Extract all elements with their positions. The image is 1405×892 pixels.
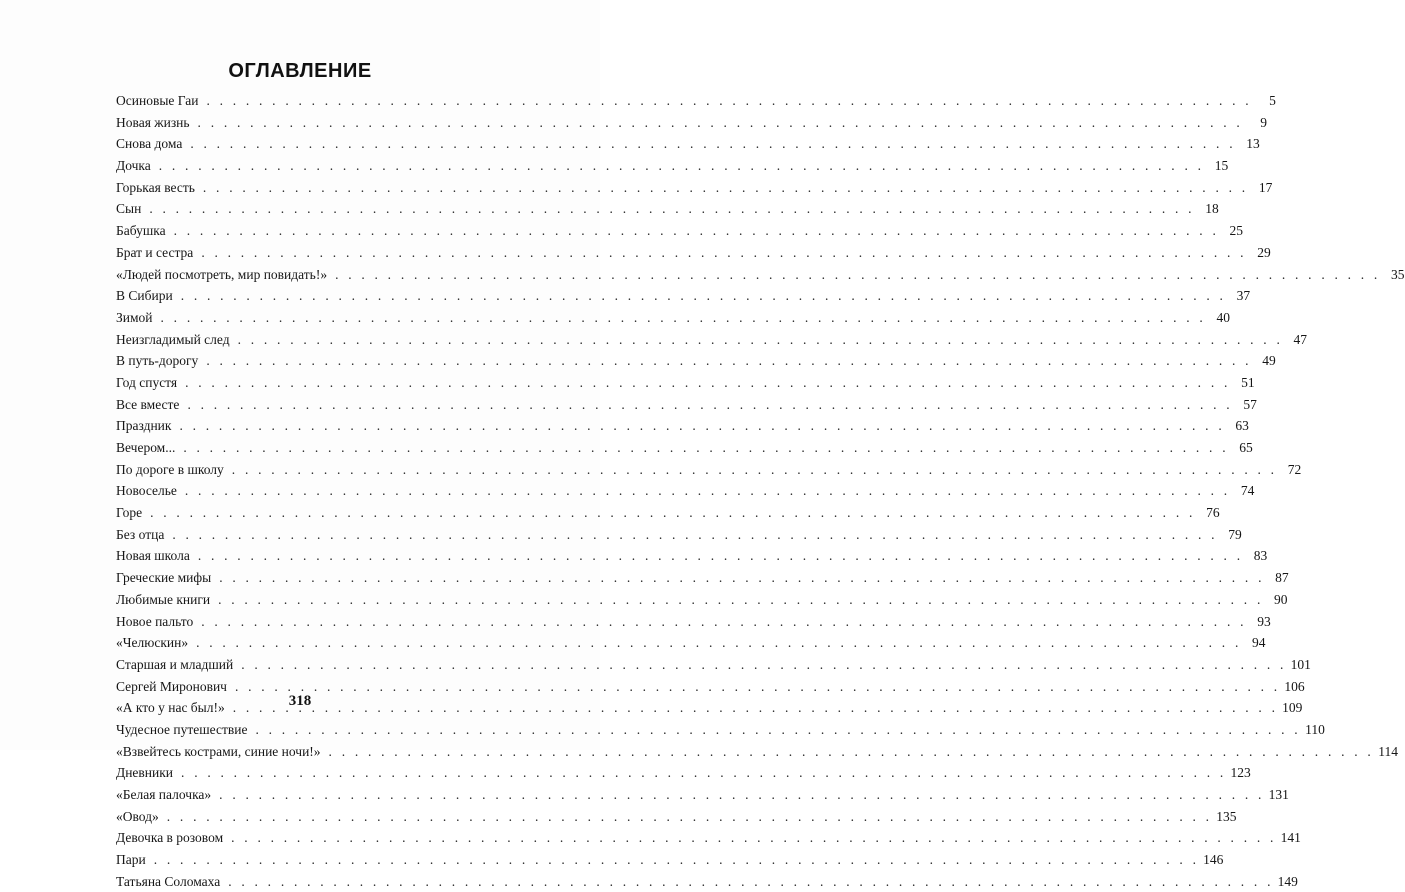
toc-entry xyxy=(116,329,1308,351)
dot-leader xyxy=(219,567,1264,589)
toc-entry xyxy=(116,264,1405,286)
toc-entry-title: По дороге в школу xyxy=(116,461,224,477)
toc-entry-title: Осиновые Гаи xyxy=(116,93,199,108)
toc-entry xyxy=(116,437,1253,459)
toc-entry-page: 131 xyxy=(1268,787,1289,802)
toc-entry-page: 123 xyxy=(1230,765,1251,781)
dot-leader xyxy=(329,741,1374,763)
toc-entry-title: Дочка xyxy=(116,158,151,174)
toc-entry-page: 29 xyxy=(1257,244,1271,260)
dot-leader xyxy=(185,372,1230,394)
toc-entry-page: 63 xyxy=(1235,418,1249,434)
toc-entry-title: Год спустя xyxy=(116,374,178,390)
toc-entry xyxy=(116,784,1289,806)
dot-leader xyxy=(206,90,1251,112)
toc-entry-title: Пари xyxy=(116,852,146,868)
toc-entry-title: Чудесное путешествие xyxy=(116,721,248,737)
table-of-contents xyxy=(116,90,1405,892)
toc-title: ОГЛАВЛЕНИЕ xyxy=(228,60,372,82)
dot-leader xyxy=(190,133,1235,155)
toc-entry-page: 114 xyxy=(1378,743,1398,759)
dot-leader xyxy=(198,112,1243,134)
toc-entry xyxy=(116,589,1288,611)
toc-entry-page: 49 xyxy=(1262,353,1276,369)
toc-entry-title: «Овод» xyxy=(116,808,159,824)
toc-entry-title: Неизгладимый след xyxy=(116,331,230,347)
toc-entry-page: 18 xyxy=(1205,201,1219,217)
toc-entry xyxy=(116,177,1273,199)
dot-leader xyxy=(335,264,1380,286)
toc-entry-title: Татьяна Соломаха xyxy=(116,873,221,889)
dot-leader xyxy=(231,827,1276,849)
toc-entry-page: 5 xyxy=(1269,93,1276,108)
toc-entry xyxy=(116,502,1220,524)
toc-entry-title: Без отца xyxy=(116,526,165,542)
toc-entry xyxy=(116,806,1237,828)
dot-leader xyxy=(181,762,1226,784)
toc-entry xyxy=(116,198,1219,220)
toc-entry xyxy=(116,90,1276,112)
toc-entry-page: 51 xyxy=(1241,374,1255,390)
toc-entry-title: Горькая весть xyxy=(116,179,195,195)
toc-entry-title: Зимой xyxy=(116,309,153,325)
toc-entry-title: Новое пальто xyxy=(116,613,194,629)
toc-entry-title: В Сибири xyxy=(116,288,173,304)
toc-entry-page: 94 xyxy=(1252,635,1266,651)
toc-entry xyxy=(116,480,1255,502)
toc-entry xyxy=(116,654,1311,676)
toc-entry-page: 110 xyxy=(1305,721,1325,737)
toc-entry-page: 93 xyxy=(1257,613,1271,629)
toc-entry-title: В путь-дорогу xyxy=(116,353,199,369)
toc-entry xyxy=(116,611,1271,633)
dot-leader xyxy=(149,198,1194,220)
toc-entry-page: 149 xyxy=(1277,873,1298,889)
dot-leader xyxy=(183,437,1228,459)
toc-entry-title: «А кто у нас был!» xyxy=(116,700,225,716)
toc-entry-page: 146 xyxy=(1203,852,1224,868)
toc-entry xyxy=(116,459,1302,481)
toc-entry xyxy=(116,827,1301,849)
dot-leader xyxy=(228,871,1273,892)
toc-entry-page: 76 xyxy=(1206,505,1220,521)
toc-entry-title: Сын xyxy=(116,201,142,217)
toc-entry-page: 17 xyxy=(1258,179,1273,195)
dot-leader xyxy=(161,307,1206,329)
toc-entry-page: 101 xyxy=(1290,656,1311,672)
dot-leader xyxy=(201,242,1246,264)
toc-entry-title: Дневники xyxy=(116,765,174,781)
toc-entry-page: 135 xyxy=(1216,808,1237,824)
toc-entry xyxy=(116,849,1224,871)
toc-entry-page: 79 xyxy=(1228,526,1242,542)
toc-entry-title: «Челюскин» xyxy=(116,635,189,651)
dot-leader xyxy=(203,177,1248,199)
toc-entry-title: Новоселье xyxy=(116,483,177,499)
toc-entry-page: 74 xyxy=(1240,483,1255,499)
toc-entry xyxy=(116,112,1267,134)
toc-entry xyxy=(116,762,1251,784)
toc-entry-title: Горе xyxy=(116,505,143,521)
toc-entry-title: Старшая и младший xyxy=(116,656,234,672)
toc-entry xyxy=(116,394,1257,416)
dot-leader xyxy=(159,155,1204,177)
toc-entry-page: 40 xyxy=(1216,309,1230,325)
toc-entry-title: Снова дома xyxy=(116,136,183,152)
toc-entry-page: 65 xyxy=(1239,440,1253,455)
dot-leader xyxy=(167,806,1212,828)
toc-entry-page: 47 xyxy=(1293,331,1308,347)
toc-entry xyxy=(116,372,1255,394)
toc-entry-title: Девочка в розовом xyxy=(116,830,224,846)
toc-entry-page: 83 xyxy=(1253,548,1268,564)
dot-leader xyxy=(150,502,1195,524)
toc-entry-title: Любимые книги xyxy=(116,591,211,607)
dot-leader xyxy=(187,394,1232,416)
dot-leader xyxy=(196,632,1241,654)
toc-entry-page: 25 xyxy=(1229,223,1244,239)
toc-entry xyxy=(116,632,1266,654)
toc-entry xyxy=(116,719,1325,741)
dot-leader xyxy=(185,480,1230,502)
toc-entry-title: Брат и сестра xyxy=(116,244,194,260)
toc-entry xyxy=(116,741,1398,763)
dot-leader xyxy=(179,415,1224,437)
dot-leader xyxy=(255,719,1300,741)
toc-entry-page: 35 xyxy=(1391,266,1405,282)
dot-leader xyxy=(154,849,1199,871)
toc-entry xyxy=(116,545,1268,567)
dot-leader xyxy=(201,611,1246,633)
dot-leader xyxy=(206,350,1251,372)
toc-entry-page: 72 xyxy=(1287,461,1302,477)
toc-entry-page: 13 xyxy=(1246,136,1260,152)
toc-entry xyxy=(116,242,1271,264)
toc-entry-title: Сергей Миронович xyxy=(116,678,227,694)
toc-entry-page: 90 xyxy=(1274,591,1288,607)
toc-entry xyxy=(116,567,1289,589)
toc-entry-page: 87 xyxy=(1275,570,1289,586)
dot-leader xyxy=(232,459,1277,481)
toc-entry xyxy=(116,415,1249,437)
dot-leader xyxy=(181,285,1226,307)
page-number: 318 xyxy=(288,693,312,709)
toc-entry xyxy=(116,524,1242,546)
toc-entry-title: Вечером... xyxy=(116,440,176,455)
toc-entry-page: 141 xyxy=(1280,830,1301,846)
toc-entry-page: 109 xyxy=(1282,700,1303,716)
toc-entry-page: 15 xyxy=(1214,158,1229,174)
toc-entry-title: Праздник xyxy=(116,418,172,434)
toc-entry-title: «Людей посмотреть, мир повидать!» xyxy=(116,266,328,282)
dot-leader xyxy=(198,545,1243,567)
toc-entry-title: Греческие мифы xyxy=(116,570,212,586)
toc-entry xyxy=(116,871,1298,892)
toc-entry-title: Все вместе xyxy=(116,396,180,412)
toc-entry-title: Новая жизнь xyxy=(116,114,190,130)
dot-leader xyxy=(241,654,1286,676)
toc-entry-page: 106 xyxy=(1284,678,1305,694)
dot-leader xyxy=(219,784,1264,806)
toc-entry-page: 9 xyxy=(1260,114,1267,130)
toc-entry-page: 57 xyxy=(1243,396,1257,412)
toc-entry xyxy=(116,350,1276,372)
toc-entry xyxy=(116,133,1260,155)
toc-entry xyxy=(116,155,1229,177)
dot-leader xyxy=(174,220,1219,242)
dot-leader xyxy=(238,329,1283,351)
toc-entry-page: 37 xyxy=(1236,288,1251,304)
toc-entry-title: «Взвейтесь кострами, синие ночи!» xyxy=(116,743,321,759)
toc-entry-title: Бабушка xyxy=(116,223,166,239)
toc-entry xyxy=(116,220,1244,242)
toc-entry xyxy=(116,307,1230,329)
dot-leader xyxy=(218,589,1263,611)
toc-entry-title: «Белая палочка» xyxy=(116,787,212,802)
toc-entry-title: Новая школа xyxy=(116,548,190,564)
toc-entry xyxy=(116,285,1251,307)
dot-leader xyxy=(172,524,1217,546)
